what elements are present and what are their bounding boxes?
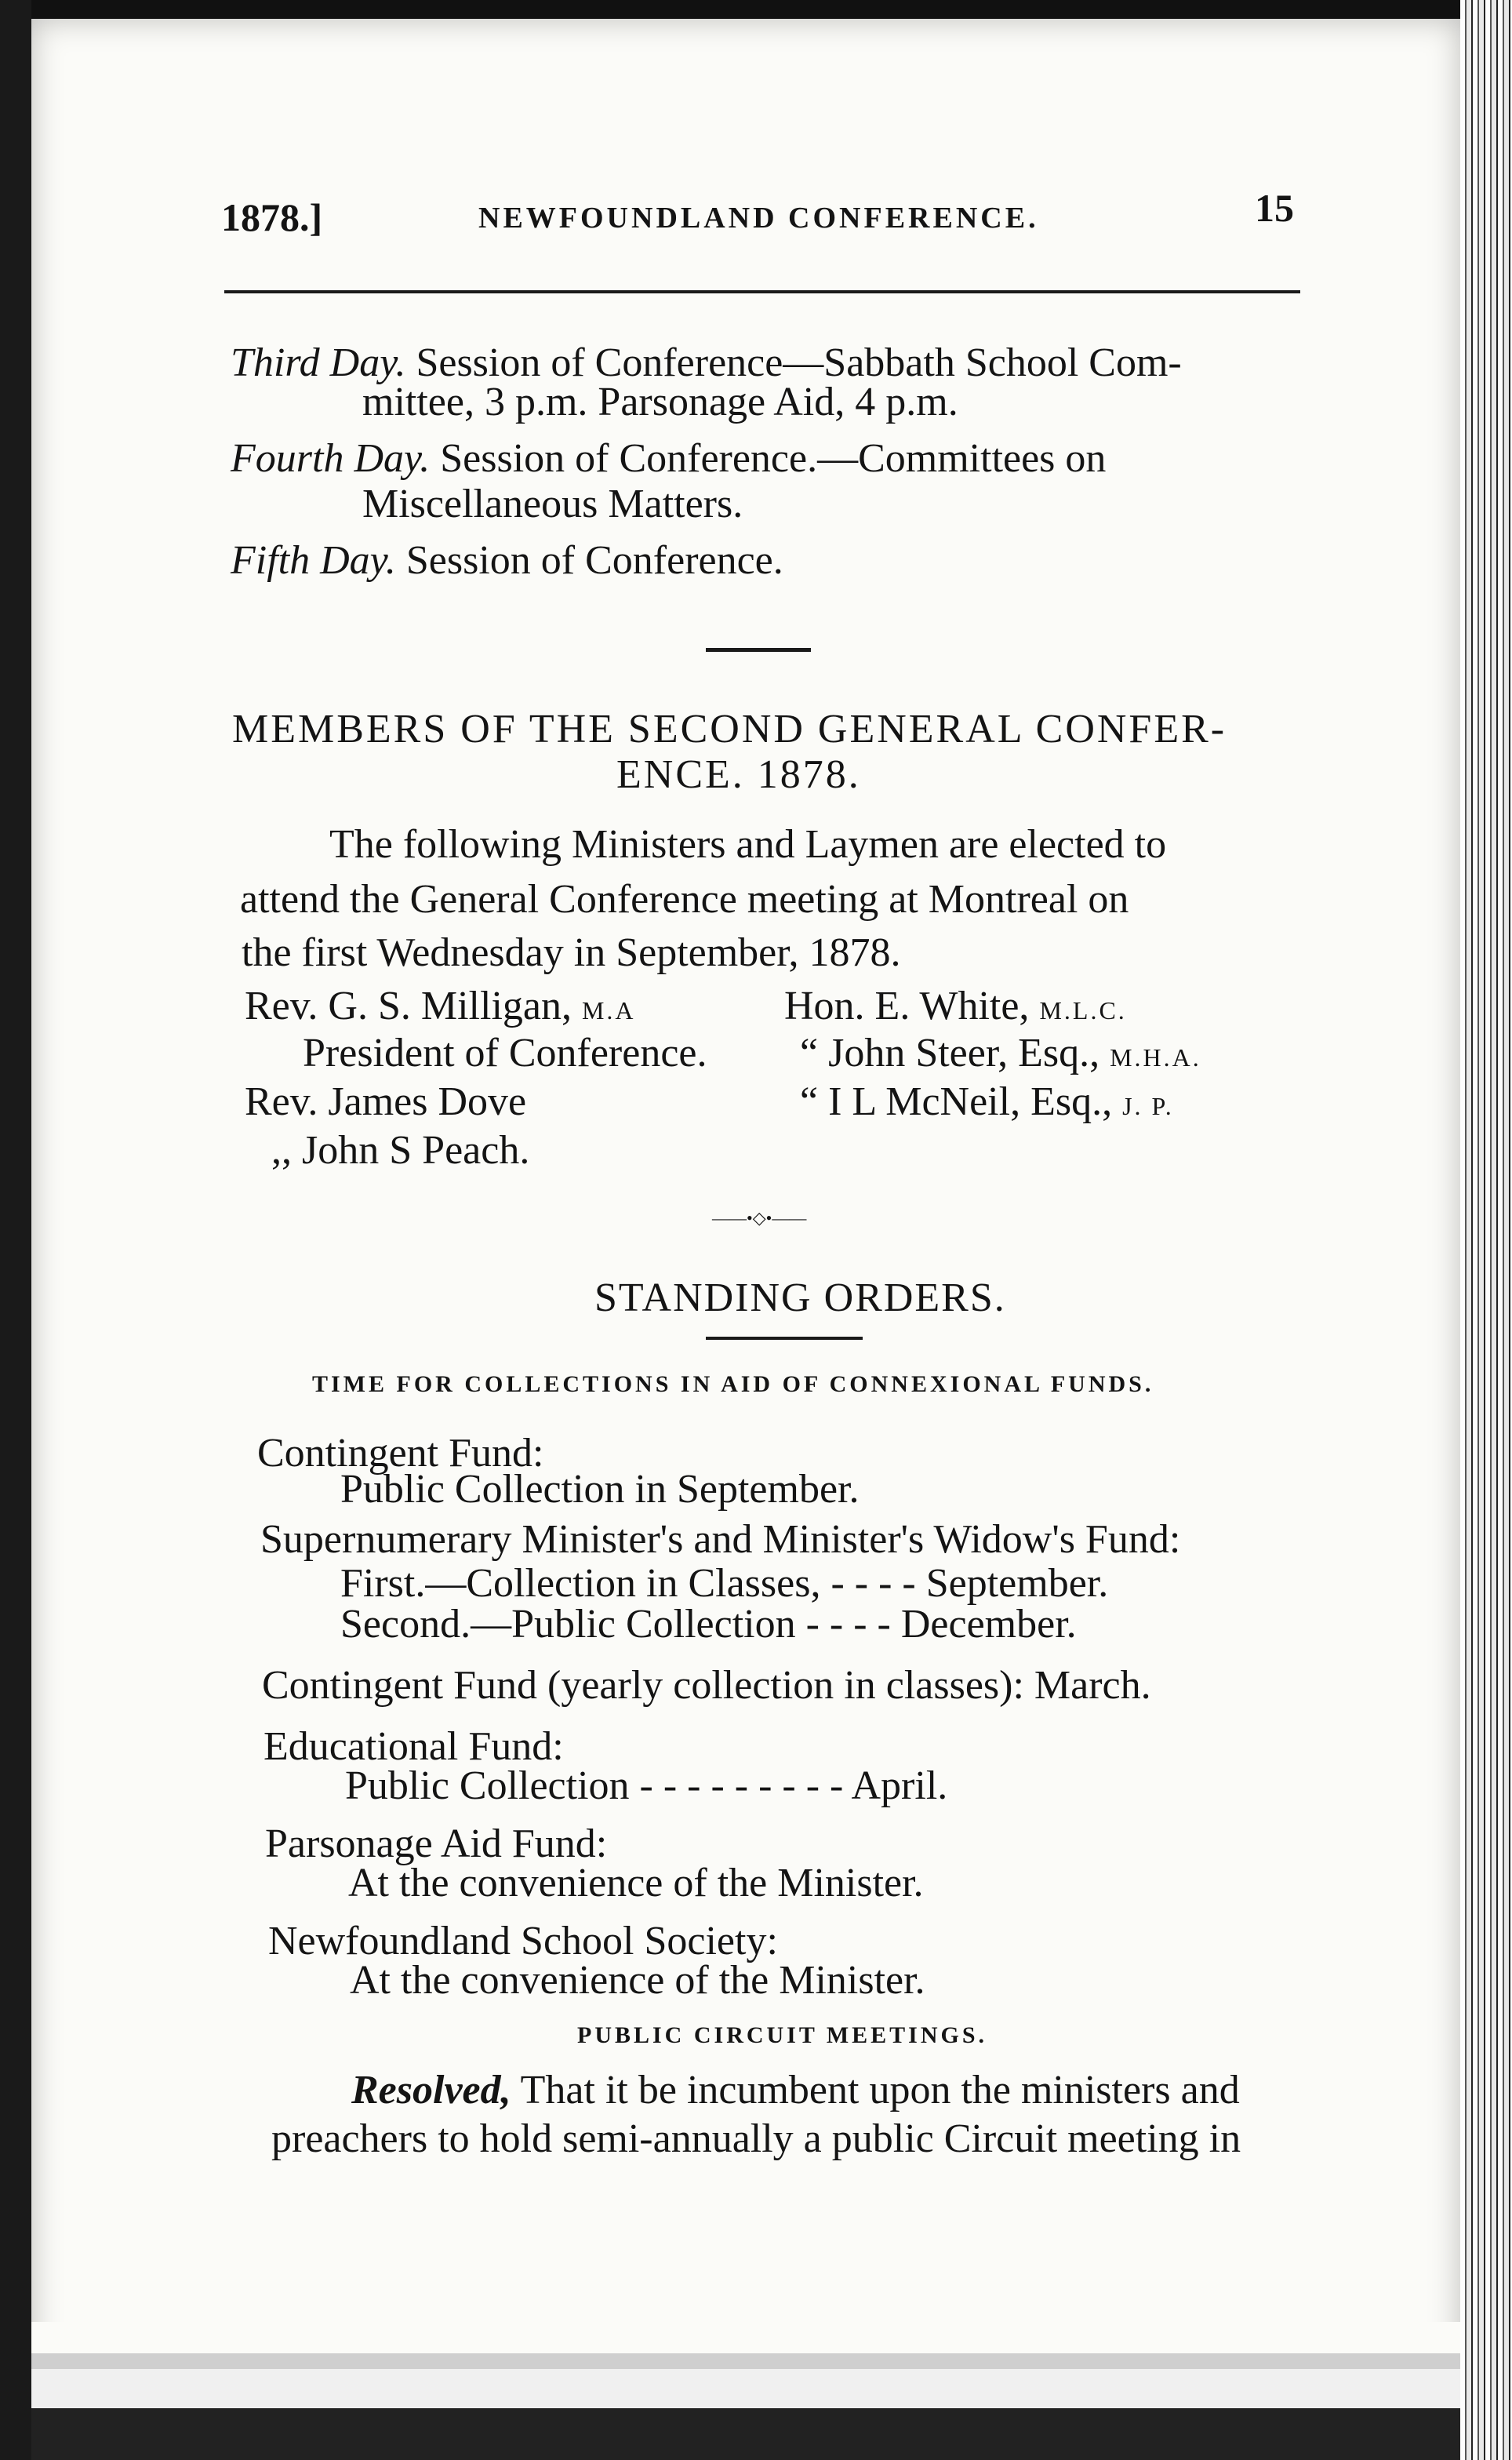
standing-orders-heading: STANDING ORDERS. bbox=[594, 1275, 1006, 1320]
schedule-continuation: mittee, 3 p.m. Parsonage Aid, 4 p.m. bbox=[362, 380, 958, 424]
member-name: Hon. E. White, bbox=[784, 984, 1030, 1028]
fund-name: Newfoundland School Society: bbox=[268, 1919, 778, 1963]
resolved-text: That it be incumbent upon the ministers and bbox=[520, 2068, 1240, 2112]
standing-orders-subheading: TIME FOR COLLECTIONS IN AID OF CONNEXIONAL FUNDS. bbox=[312, 1371, 1154, 1397]
members-intro-line: The following Ministers and Laymen are elected to bbox=[329, 822, 1167, 867]
member-steer bbox=[800, 1029, 1201, 1082]
section-divider bbox=[706, 648, 811, 652]
members-heading-line1: MEMBERS OF THE SECOND GENERAL CONFER- bbox=[232, 707, 1227, 751]
fund-collection-line: First.—Collection in Classes, - - - - September. bbox=[340, 1561, 1109, 1606]
member-name: “ John Steer, Esq., bbox=[800, 1031, 1100, 1075]
schedule-day-label: Fourth Day. bbox=[231, 436, 431, 481]
fund-name: Contingent Fund (yearly collection in classes): March. bbox=[262, 1663, 1151, 1708]
fund-collection-line: Public Collection in September. bbox=[340, 1467, 860, 1512]
public-circuit-heading: PUBLIC CIRCUIT MEETINGS. bbox=[577, 2022, 988, 2048]
schedule-text: Session of Conference.—Committees on bbox=[440, 436, 1107, 481]
resolution-continuation: preachers to hold semi-annually a public Circuit meeting in bbox=[271, 2116, 1241, 2161]
header-rule bbox=[224, 290, 1300, 293]
ornament-divider: ——•◇•—— bbox=[712, 1208, 807, 1228]
members-intro-line: attend the General Conference meeting at Montreal on bbox=[240, 877, 1129, 922]
book-binding-edge bbox=[1460, 0, 1512, 2460]
member-degree: M.A bbox=[581, 996, 636, 1024]
schedule-day-label: Fifth Day. bbox=[231, 538, 396, 583]
bottom-page-edge bbox=[31, 2322, 1460, 2460]
member-mcneil bbox=[800, 1078, 1174, 1130]
fund-collection-line: At the convenience of the Minister. bbox=[348, 1861, 924, 1905]
member-dove: Rev. James Dove bbox=[245, 1079, 527, 1124]
fund-name: Supernumerary Minister's and Minister's Widow's Fund: bbox=[260, 1517, 1181, 1562]
fund-collection-line: Public Collection - - - - - - - - - April. bbox=[345, 1763, 948, 1808]
schedule-continuation: Miscellaneous Matters. bbox=[362, 482, 743, 526]
heading-underline bbox=[706, 1337, 863, 1340]
page-number: 15 bbox=[1255, 186, 1294, 230]
member-milligan bbox=[245, 982, 636, 1035]
resolution-line bbox=[351, 2066, 1240, 2115]
fund-name: Contingent Fund: bbox=[257, 1431, 544, 1476]
schedule-text: Session of Conference—Sabbath School Com- bbox=[416, 340, 1182, 385]
left-page-edge bbox=[0, 0, 31, 2460]
fund-name: Parsonage Aid Fund: bbox=[265, 1821, 608, 1866]
schedule-day-label: Third Day. bbox=[231, 340, 406, 385]
header-year: 1878.] bbox=[221, 195, 323, 239]
members-intro-line: the first Wednesday in September, 1878. bbox=[242, 930, 901, 975]
schedule-fourth-day bbox=[231, 435, 1106, 483]
member-title: M.L.C. bbox=[1039, 996, 1127, 1024]
fund-name: Educational Fund: bbox=[264, 1724, 564, 1769]
member-name: “ I L McNeil, Esq., bbox=[800, 1079, 1113, 1124]
resolved-label: Resolved, bbox=[351, 2068, 511, 2112]
fund-collection-line: At the convenience of the Minister. bbox=[350, 1958, 925, 2003]
fund-collection-line: Second.—Public Collection - - - - December. bbox=[340, 1602, 1077, 1647]
member-white bbox=[784, 982, 1127, 1035]
schedule-text: Session of Conference. bbox=[405, 538, 783, 583]
schedule-fifth-day bbox=[231, 537, 783, 585]
member-role: President of Conference. bbox=[303, 1031, 707, 1075]
header-title: NEWFOUNDLAND CONFERENCE. bbox=[478, 202, 1039, 235]
member-peach: ,, John S Peach. bbox=[271, 1128, 530, 1173]
member-name: Rev. G. S. Milligan, bbox=[245, 984, 572, 1028]
members-heading-line2: ENCE. 1878. bbox=[616, 752, 861, 797]
member-title: J. P. bbox=[1122, 1092, 1174, 1120]
member-title: M.H.A. bbox=[1110, 1043, 1201, 1072]
